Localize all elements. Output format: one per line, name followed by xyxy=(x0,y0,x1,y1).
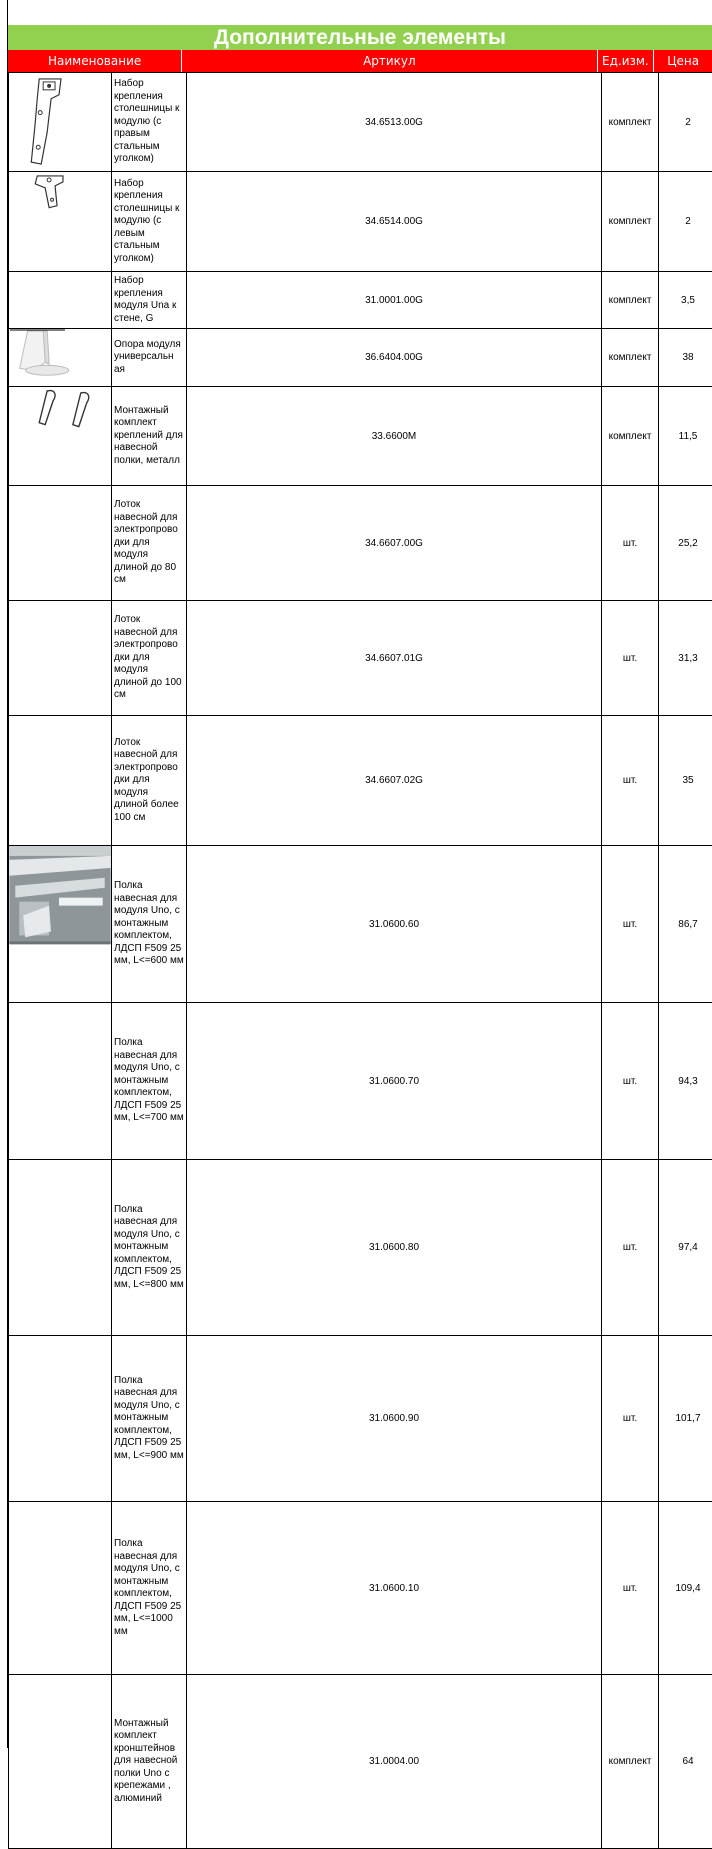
item-article: 31.0600.80 xyxy=(187,1160,602,1336)
item-price: 38 xyxy=(659,329,712,387)
item-article: 31.0600.70 xyxy=(187,1003,602,1160)
row-image-cell xyxy=(9,716,112,846)
item-price: 101,7 xyxy=(659,1336,712,1502)
item-name: Полка навесная для модуля Uno, с монтажным комплектом, ЛДСП F509 25 мм, L<=700 мм xyxy=(112,1003,187,1160)
item-unit: комплект xyxy=(602,329,659,387)
row-image-cell xyxy=(9,1502,112,1675)
item-name: Лоток навесной для электропрово дки для модуля длиной более 100 см xyxy=(112,716,187,846)
table-row xyxy=(9,1502,712,1675)
item-article: 31.0600.60 xyxy=(187,846,602,1003)
item-article: 31.0600.10 xyxy=(187,1502,602,1675)
row-image-cell xyxy=(9,1675,112,1849)
row-image-cell xyxy=(9,1160,112,1336)
table-row xyxy=(9,172,712,272)
item-price: 86,7 xyxy=(659,846,712,1003)
table-row xyxy=(9,329,712,387)
item-unit: шт. xyxy=(602,1502,659,1675)
row-image-cell xyxy=(9,486,112,601)
item-name: Монтажный комплект креплений для навесной полки, металл xyxy=(112,387,187,486)
item-price: 97,4 xyxy=(659,1160,712,1336)
table-row xyxy=(9,486,712,601)
table-row xyxy=(9,387,712,486)
shelf-photo xyxy=(9,846,111,1002)
item-unit: комплект xyxy=(602,73,659,172)
item-name: Монтажный комплект кронштейнов для навесной полки Uno с крепежами , алюминий xyxy=(112,1675,187,1849)
table-header xyxy=(8,50,712,72)
price-table xyxy=(8,72,712,1849)
item-article: 36.6404.00G xyxy=(187,329,602,387)
item-unit: шт. xyxy=(602,1160,659,1336)
table-row xyxy=(9,1003,712,1160)
row-image-cell xyxy=(9,73,112,172)
column-header-unit: Ед.изм. xyxy=(597,50,654,72)
table-row xyxy=(9,1675,712,1849)
item-unit: шт. xyxy=(602,486,659,601)
support-leg-icon xyxy=(9,329,111,386)
item-price: 35 xyxy=(659,716,712,846)
row-image-cell xyxy=(9,846,112,1003)
item-article: 34.6514.00G xyxy=(187,172,602,272)
item-unit: шт. xyxy=(602,716,659,846)
table-row xyxy=(9,272,712,329)
item-article: 34.6607.00G xyxy=(187,486,602,601)
item-unit: шт. xyxy=(602,846,659,1003)
item-price: 11,5 xyxy=(659,387,712,486)
item-article: 31.0600.90 xyxy=(187,1336,602,1502)
column-header-price: Цена xyxy=(653,50,712,72)
item-unit: шт. xyxy=(602,1336,659,1502)
section-title: Дополнительные элементы xyxy=(8,25,712,50)
item-article: 34.6607.01G xyxy=(187,601,602,716)
table-row xyxy=(9,846,712,1003)
column-header-name: Наименование xyxy=(8,50,181,72)
item-name: Набор крепления модуля Una к стене, G xyxy=(112,272,187,329)
mounting-hooks-icon xyxy=(9,387,111,485)
item-name: Полка навесная для модуля Uno, с монтажным комплектом, ЛДСП F509 25 мм, L<=900 мм xyxy=(112,1336,187,1502)
item-unit: шт. xyxy=(602,601,659,716)
row-image-cell xyxy=(9,172,112,272)
item-name: Опора модуля универсальн ая xyxy=(112,329,187,387)
item-price: 25,2 xyxy=(659,486,712,601)
item-unit: комплект xyxy=(602,172,659,272)
item-name: Полка навесная для модуля Uno, с монтажным комплектом, ЛДСП F509 25 мм, L<=800 мм xyxy=(112,1160,187,1336)
item-price: 3,5 xyxy=(659,272,712,329)
item-name: Лоток навесной для электропрово дки для модуля длиной до 80 см xyxy=(112,486,187,601)
row-image-cell xyxy=(9,601,112,716)
item-article: 31.0001.00G xyxy=(187,272,602,329)
table-row xyxy=(9,1160,712,1336)
row-image-cell xyxy=(9,1336,112,1502)
item-name: Набор крепления столешницы к модулю (с левым стальным уголком) xyxy=(112,172,187,272)
item-price: 64 xyxy=(659,1675,712,1849)
item-article: 31.0004.00 xyxy=(187,1675,602,1849)
item-name: Полка навесная для модуля Uno, с монтажным комплектом, ЛДСП F509 25 мм, L<=1000 мм xyxy=(112,1502,187,1675)
bracket-left-icon xyxy=(9,172,111,271)
table-row xyxy=(9,716,712,846)
item-price: 109,4 xyxy=(659,1502,712,1675)
item-article: 33.6600M xyxy=(187,387,602,486)
row-image-cell xyxy=(9,1003,112,1160)
row-image-cell xyxy=(9,329,112,387)
item-name: Набор крепления столешницы к модулю (с правым стальным уголком) xyxy=(112,73,187,172)
item-article: 34.6607.02G xyxy=(187,716,602,846)
row-image-cell xyxy=(9,272,112,329)
item-unit: шт. xyxy=(602,1003,659,1160)
table-row xyxy=(9,1336,712,1502)
item-article: 34.6513.00G xyxy=(187,73,602,172)
item-name: Полка навесная для модуля Uno, с монтажным комплектом, ЛДСП F509 25 мм, L<=600 мм xyxy=(112,846,187,1003)
bracket-right-icon xyxy=(9,73,111,171)
table-row xyxy=(9,601,712,716)
item-unit: комплект xyxy=(602,272,659,329)
item-unit: комплект xyxy=(602,387,659,486)
item-name: Лоток навесной для электропрово дки для модуля длиной до 100 см xyxy=(112,601,187,716)
item-price: 31,3 xyxy=(659,601,712,716)
price-sheet xyxy=(8,25,712,1849)
item-unit: комплект xyxy=(602,1675,659,1849)
item-price: 2 xyxy=(659,73,712,172)
row-image-cell xyxy=(9,387,112,486)
column-header-article: Артикул xyxy=(181,50,596,72)
item-price: 2 xyxy=(659,172,712,272)
item-price: 94,3 xyxy=(659,1003,712,1160)
table-row xyxy=(9,73,712,172)
